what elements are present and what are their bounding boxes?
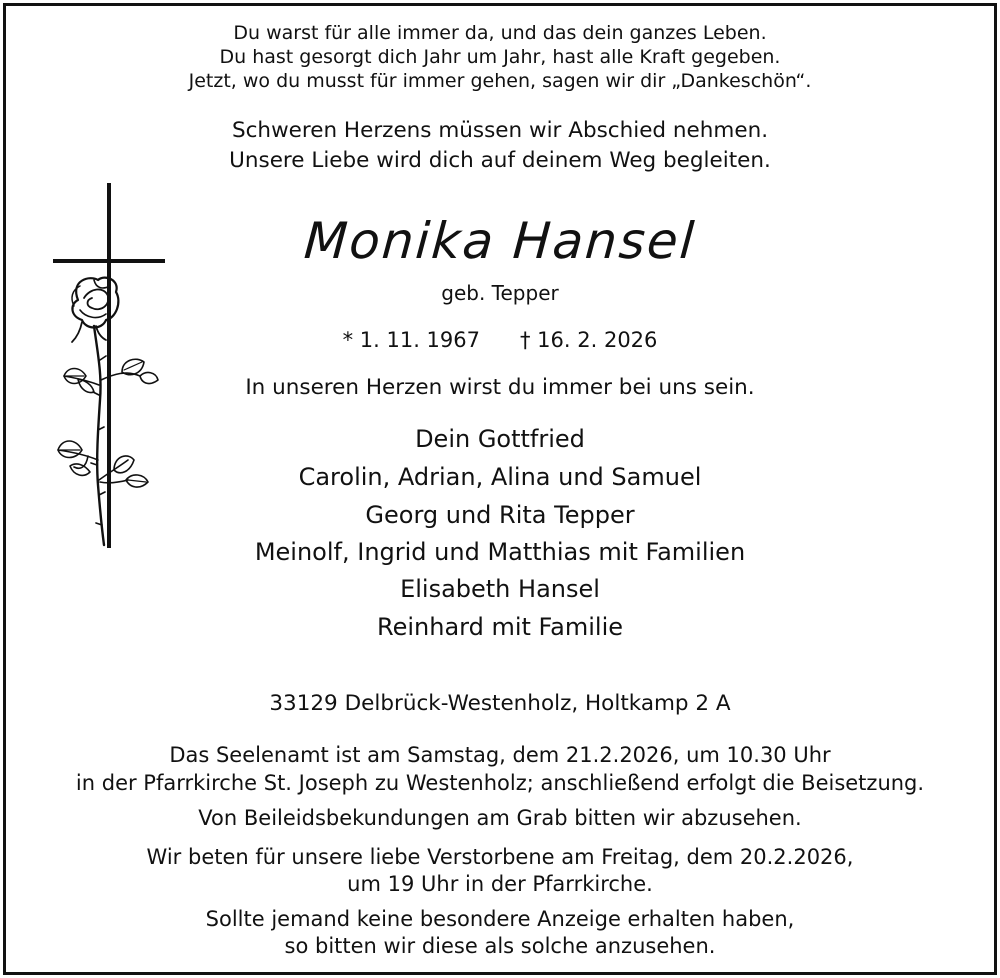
notice-line: Sollte jemand keine besondere Anzeige erhalten haben, [205,907,795,931]
notice-line: Wir beten für unsere liebe Verstorbene am Freitag, dem 20.2.2026, [146,845,854,869]
closing-line: In unseren Herzen wirst du immer bei uns sein. [245,375,755,400]
notice-line: in der Pfarrkirche St. Joseph zu Westenholz; anschließend erfolgt die Beisetzung. [75,771,925,795]
farewell-line-1: Schweren Herzens müssen wir Abschied nehmen. [231,118,769,143]
deceased-name: Monika Hansel [302,212,698,270]
farewell-line-2: Unsere Liebe wird dich auf deinem Weg begleiten. [229,148,771,173]
notice-line: Das Seelenamt ist am Samstag, dem 21.2.2026, um 10.30 Uhr [169,743,831,767]
mourner-line: Dein Gottfried [415,425,585,453]
life-dates [0,330,1000,351]
address-line: 33129 Delbrück-Westenholz, Holtkamp 2 A [269,691,731,716]
mourner-line: Reinhard mit Familie [376,613,623,641]
notice-line: so bitten wir diese als solche anzusehen. [284,934,716,958]
mourner-line: Carolin, Adrian, Alina und Samuel [298,463,702,491]
death-date: † 16. 2. 2026 [520,328,658,352]
poem-line-3: Jetzt, wo du musst für immer gehen, sagen wir dir „Dankeschön“. [188,70,812,92]
poem-line-1: Du warst für alle immer da, und das dein ganzes Leben. [233,22,767,44]
poem-line-2: Du hast gesorgt dich Jahr um Jahr, hast alle Kraft gegeben. [219,46,781,68]
notice-line: Von Beileidsbekundungen am Grab bitten wir abzusehen. [198,806,802,830]
notice-line: um 19 Uhr in der Pfarrkirche. [347,872,653,896]
maiden-name: geb. Tepper [441,281,559,305]
birth-date: * 1. 11. 1967 [342,328,480,352]
mourner-line: Meinolf, Ingrid und Matthias mit Familien [254,538,746,566]
mourner-line: Georg und Rita Tepper [365,501,635,529]
mourner-line: Elisabeth Hansel [400,575,600,603]
